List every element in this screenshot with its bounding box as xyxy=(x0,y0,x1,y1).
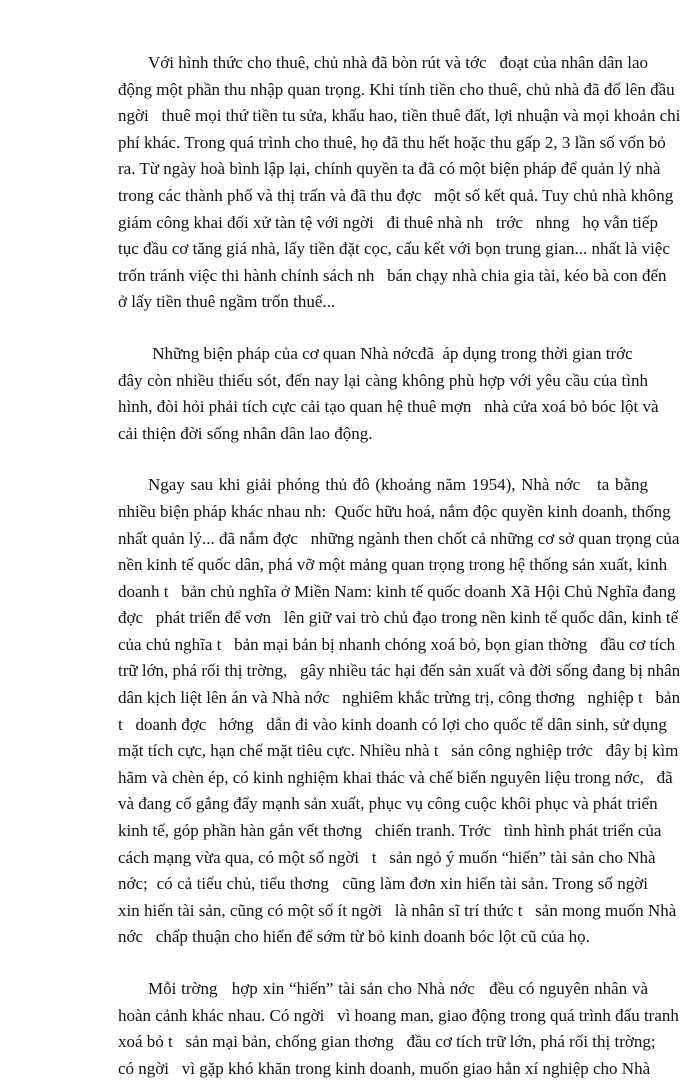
text-line: hoàn cảnh khác nhau. Có ngời vì hoang man, giao động trong quá trình đấu tranh xyxy=(118,1005,679,1025)
text-line: phí khác. Trong quá trình cho thuê, họ đã thu hết hoặc thu gấp 2, 3 lần số vốn bỏ xyxy=(118,132,666,152)
text-line: kinh tế, góp phần hàn gắn vết thơng chiến tranh. Trớc tình hình phát triển của xyxy=(118,821,662,841)
text-line: đây còn nhiều thiếu sót, đến nay lại càng không phù hợp với yêu cầu của tình xyxy=(118,370,648,390)
text-line: nền kinh tế quốc dân, phá vỡ một mảng quan trọng trong hệ thống sản xuất, kinh xyxy=(118,555,668,575)
text-line: dân kịch liệt lên án và Nhà nớc nghiêm khắc trừng trị, công thơng nghiệp t bản xyxy=(118,688,681,708)
text-line: cách mạng vừa qua, có một số ngời t sản ngỏ ý muốn “hiến” tài sản cho Nhà xyxy=(118,847,656,867)
text-line: trong các thành phố và thị trấn và đã thu đợc một số kết quả. Tuy chủ nhà không xyxy=(118,185,674,205)
text-line: nhất quản lý... đã nắm đợc những ngành then chốt cả những cơ sở quan trọng của xyxy=(118,528,680,548)
text-line: doanh t bản chủ nghĩa ở Miền Nam: kinh tế quốc doanh Xã Hội Chủ Nghĩa đang xyxy=(118,581,676,601)
text-line: xoá bỏ t sản mại bản, chống gian thơng đầu cơ tích trữ lớn, phá rối thị trờng; xyxy=(118,1032,656,1052)
text-line: giám công khai đối xử tàn tệ với ngời đi thuê nhà nh trớc nhng họ vẫn tiếp xyxy=(118,212,658,232)
text-line: trữ lớn, phá rối thị trờng, gây nhiều tác hại đến sản xuất và đời sống đang bị nhân xyxy=(118,661,681,681)
text-line: cải thiện đời sống nhân dân lao động. xyxy=(118,423,373,443)
text-line: Với hình thức cho thuê, chủ nhà đã bòn rút và tớc đoạt của nhân dân lao xyxy=(148,53,648,72)
text-line: Ngay sau khi giải phóng thủ đô (khoảng năm 1954), Nhà nớc ta bằng xyxy=(148,475,648,495)
text-line: nớc; có cả tiểu chủ, tiểu thơng cũng làm đơn xin hiến tài sản. Trong số ngời xyxy=(118,874,648,894)
paragraph-2 xyxy=(118,341,659,447)
text-line: xin hiến tài sản, cũng có một số ít ngời là nhân sĩ trí thức t sản mong muốn Nhà xyxy=(118,900,677,920)
text-line: t doanh đợc hớng dẫn đi vào kinh doanh có lợi cho quốc tế dân sinh, sử dụng xyxy=(118,714,667,734)
text-line: mặt tích cực, hạn chế mặt tiêu cực. Nhiều nhà t sản công nghiệp trớc đây bị kìm xyxy=(118,741,679,761)
text-line: ngời thuê mọi thứ tiền tu sửa, khấu hao, tiền thuê đất, lợi nhuận và mọi khoản chi xyxy=(118,106,681,126)
text-line: Những biện pháp của cơ quan Nhà nớcđã áp dụng trong thời gian trớc xyxy=(148,343,633,363)
paragraph-4 xyxy=(118,976,679,1082)
text-line: và đang cố gắng đẩy mạnh sản xuất, phục vụ công cuộc khôi phục và phát triển xyxy=(118,794,658,814)
text-line: nớc chấp thuận cho hiến để sớm từ bỏ kinh doanh bóc lột cũ của họ. xyxy=(118,927,590,947)
paragraph-3 xyxy=(118,472,681,951)
text-line: động một phần thu nhập quan trọng. Khi tính tiền cho thuê, chủ nhà đã đổ lên đầu xyxy=(118,79,675,99)
text-line: hãm và chèn ép, có kinh nghiệm khai thác và chế biến nguyên liệu trong nớc, đã xyxy=(118,767,673,787)
text-line: nhiều biện pháp khác nhau nh: Quốc hữu hoá, nắm độc quyền kinh doanh, thống xyxy=(118,501,671,521)
text-line: hình, đòi hỏi phải tích cực cải tạo quan hệ thuê mợn nhà cửa xoá bỏ bóc lột và xyxy=(118,397,659,417)
text-line: ở lấy tiền thuê ngầm trốn thuế... xyxy=(118,292,336,312)
text-line: đợc phát triển để vơn lên giữ vai trò chủ đạo trong nền kinh tế quốc dân, kinh tế xyxy=(118,608,679,628)
text-line: có ngời vì gặp khó khăn trong kinh doanh, muốn giao hẳn xí nghiệp cho Nhà xyxy=(118,1058,651,1078)
text-line: trốn tránh việc thi hành chính sách nh bán chạy nhà chia gia tài, kéo bà con đến xyxy=(118,265,667,285)
paragraph-1 xyxy=(118,50,681,316)
text-line: của chủ nghĩa t bản mại bản bị nhanh chóng xoá bỏ, bọn gian thờng đầu cơ tích xyxy=(118,634,676,654)
text-line: tục đầu cơ tăng giá nhà, lấy tiền đặt cọc, cấu kết với bọn trung gian... nhất là việc xyxy=(118,239,670,259)
text-line: Mỗi trờng hợp xin “hiến” tài sản cho Nhà nớc đều có nguyên nhân và xyxy=(148,979,648,998)
text-line: ra. Từ ngày hoà bình lập lại, chính quyền ta đã có một biện pháp để quản lý nhà xyxy=(118,159,661,179)
